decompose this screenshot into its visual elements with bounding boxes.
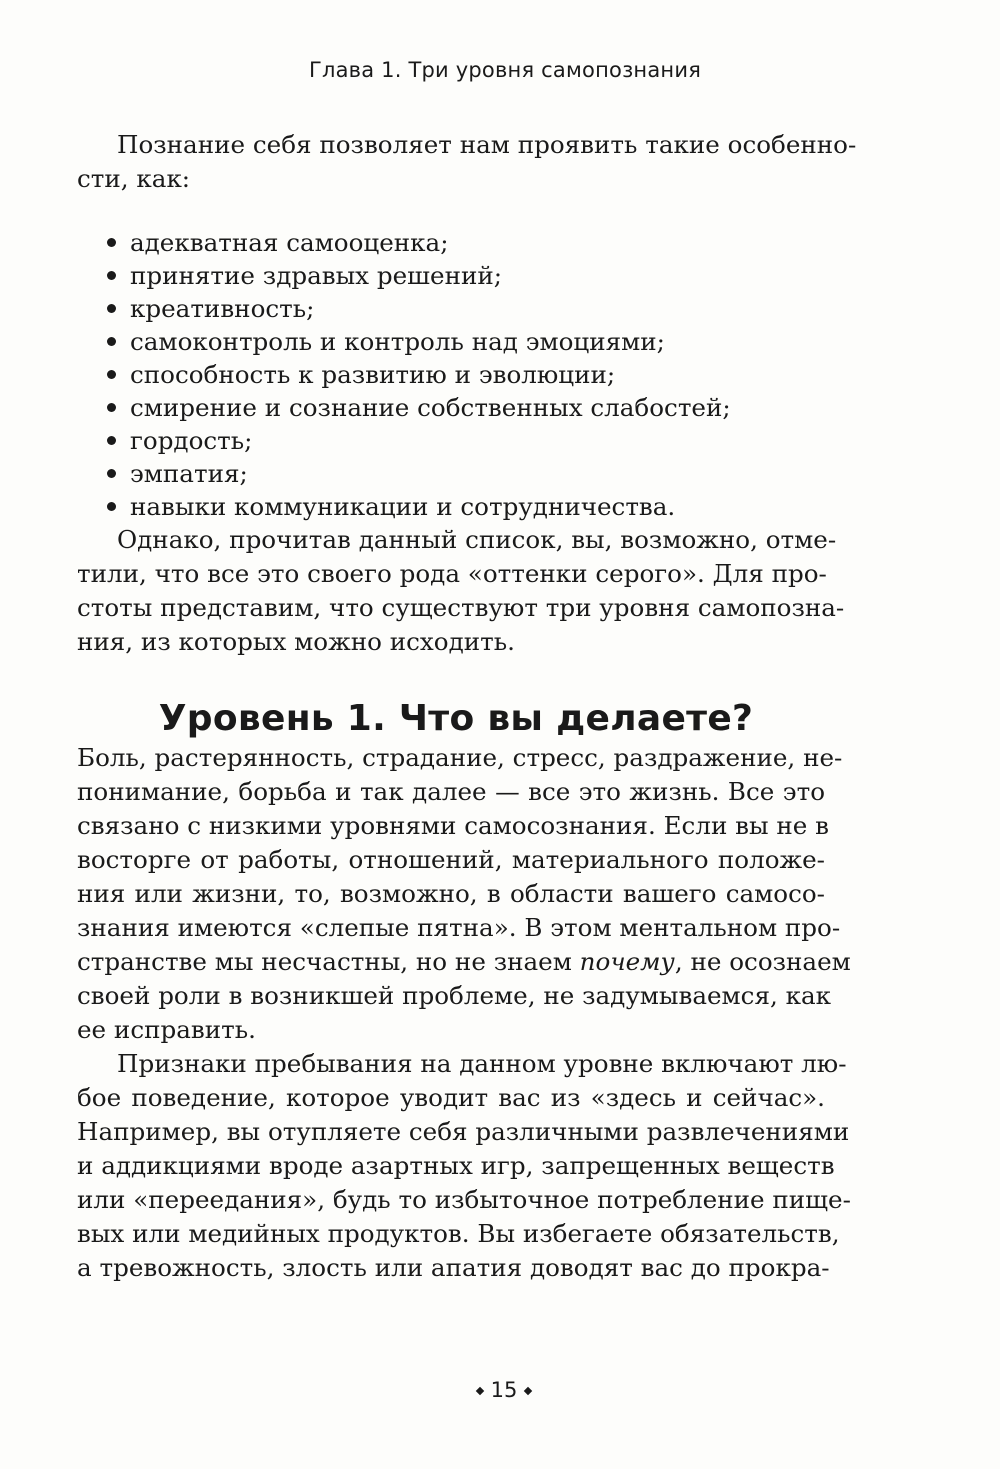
bullet-icon bbox=[107, 370, 116, 379]
text-line: ния или жизни, то, возможно, в области вашего самосо- bbox=[77, 879, 825, 908]
bullet-icon bbox=[107, 271, 116, 280]
text-line: сти, как: bbox=[77, 164, 191, 193]
intro-paragraph bbox=[77, 128, 857, 196]
text-run: странстве мы несчастны, но не знаем bbox=[77, 947, 580, 976]
bullet-icon bbox=[107, 304, 116, 313]
text-line bbox=[77, 945, 851, 979]
list-item bbox=[107, 457, 825, 490]
text-line: связано с низкими уровнями самосознания. Если вы не в bbox=[77, 811, 829, 840]
list-item-text: принятие здравых решений; bbox=[130, 261, 503, 290]
list-item-text: креативность; bbox=[130, 294, 315, 323]
body-paragraph bbox=[77, 523, 845, 659]
body-paragraph bbox=[77, 741, 851, 1047]
diamond-ornament-icon bbox=[524, 1387, 532, 1395]
text-line: ния, из которых можно исходить. bbox=[77, 627, 515, 656]
diamond-ornament-icon bbox=[475, 1387, 483, 1395]
list-item-text: адекватная самооценка; bbox=[130, 228, 449, 257]
list-item bbox=[107, 226, 825, 259]
list-item bbox=[107, 259, 825, 292]
text-line: бое поведение, которое уводит вас из «здесь и сейчас». bbox=[77, 1083, 825, 1112]
page-content bbox=[77, 128, 857, 1285]
list-item bbox=[107, 391, 825, 424]
text-line: тили, что все это своего рода «оттенки серого». Для про- bbox=[77, 559, 827, 588]
bullet-icon bbox=[107, 403, 116, 412]
bullet-icon bbox=[107, 436, 116, 445]
text-line: или «переедания», будь то избыточное потребление пище- bbox=[77, 1185, 851, 1214]
bullet-icon bbox=[107, 502, 116, 511]
list-item bbox=[107, 292, 825, 325]
text-line: своей роли в возникшей проблеме, не задумываемся, как bbox=[77, 981, 832, 1010]
list-item bbox=[107, 325, 825, 358]
page-number-text: 15 bbox=[490, 1378, 518, 1402]
bullet-icon bbox=[107, 337, 116, 346]
text-line: а тревожность, злость или апатия доводят вас до прокра- bbox=[77, 1253, 830, 1282]
page-number bbox=[0, 1378, 1000, 1402]
text-line: вых или медийных продуктов. Вы избегаете обязательств, bbox=[77, 1219, 840, 1248]
text-line: восторге от работы, отношений, материального положе- bbox=[77, 845, 825, 874]
emphasized-word: почему bbox=[579, 947, 675, 976]
feature-list bbox=[77, 226, 825, 523]
text-line: Познание себя позволяет нам проявить такие особенно- bbox=[117, 130, 857, 159]
list-item bbox=[107, 490, 825, 523]
list-item-text: гордость; bbox=[130, 426, 253, 455]
list-item-text: самоконтроль и контроль над эмоциями; bbox=[130, 327, 665, 356]
list-item-text: способность к развитию и эволюции; bbox=[130, 360, 616, 389]
bullet-icon bbox=[107, 238, 116, 247]
running-header: Глава 1. Три уровня самопознания bbox=[308, 58, 702, 82]
list-item-text: навыки коммуникации и сотрудничества. bbox=[130, 492, 676, 521]
text-line: и аддикциями вроде азартных игр, запрещенных веществ bbox=[77, 1151, 835, 1180]
list-item bbox=[107, 424, 825, 457]
text-line: Однако, прочитав данный список, вы, возможно, отме- bbox=[117, 525, 837, 554]
list-item-text: смирение и сознание собственных слабостей; bbox=[130, 393, 731, 422]
text-line: Например, вы отупляете себя различными развлечениями bbox=[77, 1117, 850, 1146]
text-line: Признаки пребывания на данном уровне включают лю- bbox=[117, 1049, 847, 1078]
text-line: знания имеются «слепые пятна». В этом ментальном про- bbox=[77, 913, 841, 942]
section-heading: Уровень 1. Что вы делаете? bbox=[158, 698, 754, 739]
body-paragraph bbox=[77, 1047, 851, 1285]
text-line: ее исправить. bbox=[77, 1015, 256, 1044]
list-item-text: эмпатия; bbox=[130, 459, 248, 488]
text-line: стоты представим, что существуют три уровня самопозна- bbox=[77, 593, 845, 622]
text-line: понимание, борьба и так далее — все это жизнь. Все это bbox=[77, 777, 825, 806]
text-line: Боль, растерянность, страдание, стресс, раздражение, не- bbox=[77, 743, 843, 772]
text-run: , не осознаем bbox=[674, 947, 851, 976]
list-item bbox=[107, 358, 825, 391]
bullet-icon bbox=[107, 469, 116, 478]
